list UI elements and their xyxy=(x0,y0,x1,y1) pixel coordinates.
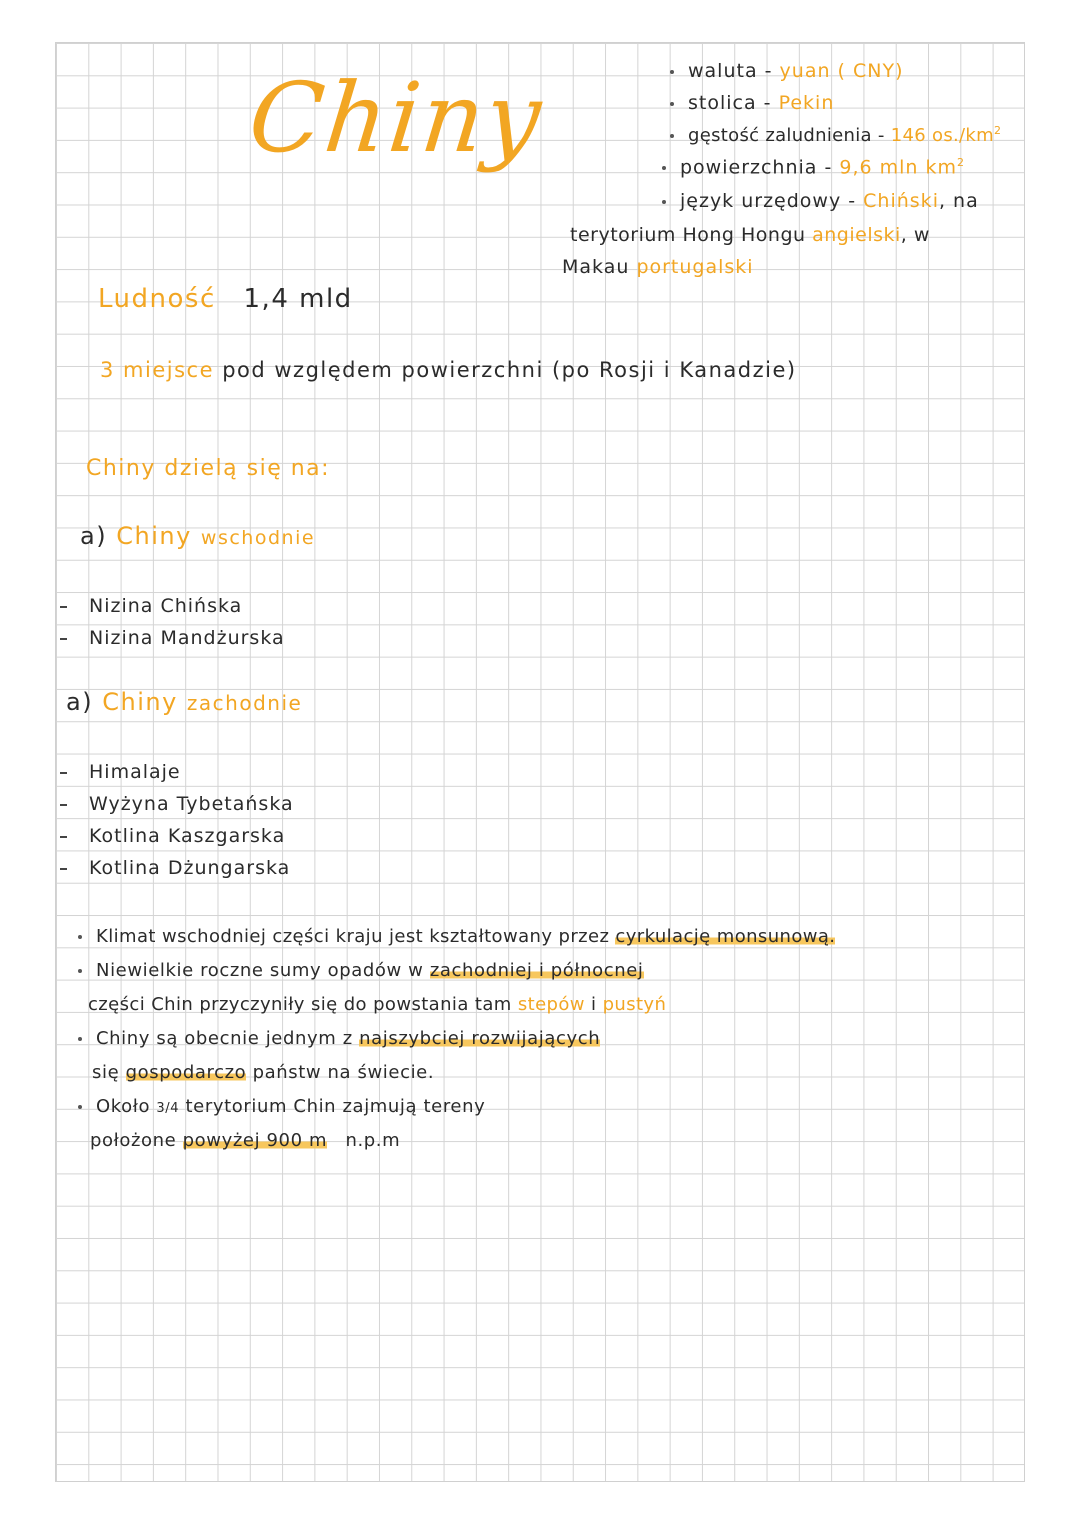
population: Ludność 1,4 mld xyxy=(98,284,353,314)
note-economy: Chiny są obecnie jednym z najszybciej rozwijających xyxy=(78,1028,600,1049)
page-title: Chiny xyxy=(244,62,548,174)
list-item: Kotlina Kaszgarska xyxy=(60,820,294,852)
fact-language-line3: Makau portugalski xyxy=(562,256,754,278)
fact-capital: stolica - Pekin xyxy=(670,92,834,114)
bullet-icon xyxy=(78,935,82,939)
dash-icon xyxy=(60,606,67,608)
west-heading: a) Chiny zachodnie xyxy=(66,688,303,716)
fact-language-line2: terytorium Hong Hongu angielski, w xyxy=(570,224,930,246)
list-item: Nizina Chińska xyxy=(60,590,285,622)
bullet-icon xyxy=(662,166,666,170)
dash-icon xyxy=(60,868,67,870)
dash-icon xyxy=(60,804,67,806)
list-item: Nizina Mandżurska xyxy=(60,622,285,654)
east-list xyxy=(60,590,285,654)
dash-icon xyxy=(60,836,67,838)
west-list xyxy=(60,756,294,884)
bullet-icon xyxy=(78,969,82,973)
area-ranking: 3 miejsce pod względem powierzchni (po Rosji i Kanadzie) xyxy=(100,358,797,382)
note-climate: Klimat wschodniej części kraju jest kształtowany przez cyrkulację monsunową. xyxy=(78,926,835,947)
note-precipitation: Niewielkie roczne sumy opadów w zachodniej i północnej xyxy=(78,960,644,981)
division-intro: Chiny dzielą się na: xyxy=(86,456,331,481)
fact-density: gęstość zaludnienia - 146 $os./km^2$ xyxy=(670,124,1001,146)
bullet-icon xyxy=(78,1105,82,1109)
list-item: Wyżyna Tybetańska xyxy=(60,788,294,820)
note-precipitation-line2: części Chin przyczyniły się do powstania tam stepów i pustyń xyxy=(88,994,667,1015)
list-item: Himalaje xyxy=(60,756,294,788)
note-elevation-line2: położone powyżej 900 m n.p.m xyxy=(90,1130,401,1151)
list-item: Kotlina Dżungarska xyxy=(60,852,294,884)
bullet-icon xyxy=(662,200,666,204)
dash-icon xyxy=(60,772,67,774)
bullet-icon xyxy=(78,1037,82,1041)
east-heading: a) Chiny wschodnie xyxy=(80,522,316,550)
bullet-icon xyxy=(670,134,674,138)
fact-area: powierzchnia - 9,6 mln $km^2$ xyxy=(662,156,965,178)
dash-icon xyxy=(60,638,67,640)
bullet-icon xyxy=(670,70,674,74)
fact-currency: waluta - yuan ( CNY) xyxy=(670,60,904,82)
fact-language: język urzędowy - Chiński, na xyxy=(662,190,979,212)
bullet-icon xyxy=(670,102,674,106)
note-economy-line2: się gospodarczo państw na świecie. xyxy=(92,1062,435,1083)
note-elevation: Około 3/4 terytorium Chin zajmują tereny xyxy=(78,1096,485,1117)
